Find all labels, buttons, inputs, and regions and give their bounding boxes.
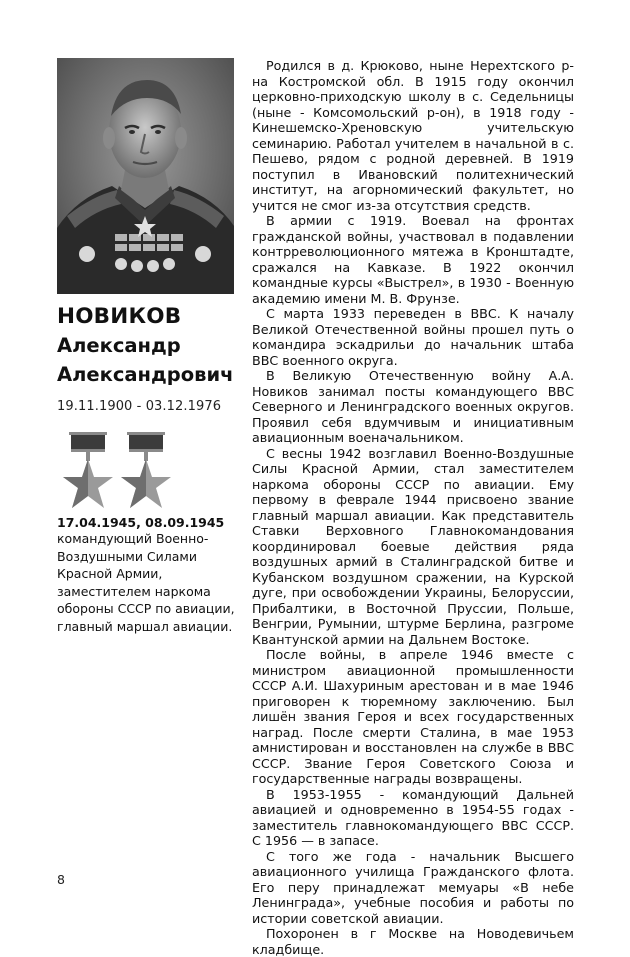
bio-paragraph: После войны, в апреле 1946 вместе с министром авиационной промышленности СССР А.И. Шахуриным арестован и в мае 1946 приговорен к тюремному заключению. Был лишён звания Героя и всех государственных наград. После смерти Сталина, в мае 1953 амнистирован и восстановлен на службе в ВВС СССР. Звание Героя Советского Союза и государственные награды возвращены. xyxy=(252,647,574,786)
medals-row xyxy=(57,432,237,510)
portrait-photo xyxy=(57,58,234,294)
surname: НОВИКОВ xyxy=(57,304,182,329)
patronymic: Александрович xyxy=(57,363,234,386)
person-name xyxy=(57,302,237,389)
bio-paragraph: С марта 1933 переведен в ВВС. К началу Великой Отечественной войны прошел путь о командира эскадрильи до начальник штаба ВВС военного округа. xyxy=(252,306,574,368)
first-name: Александр xyxy=(57,334,181,357)
page-number: 8 xyxy=(57,872,65,887)
biography xyxy=(252,58,574,957)
gold-star-medal-icon xyxy=(121,432,171,510)
award-description: командующий Военно-Воздушными Силами Красной Армии, заместителем наркома обороны СССР по авиации, главный маршал авиации. xyxy=(57,531,235,634)
gold-star-medal-icon xyxy=(63,432,113,510)
bio-paragraph: С весны 1942 возглавил Военно-Воздушные Силы Красной Армии, стал заместителем наркома обороны СССР по авиации. Ему первому в феврале 1944 присвоено звание главный маршал авиации. Как представитель Ставки Верховного Главнокомандования координировал боевые действия ряда воздушных армий в Сталинградской битве и Кубанском воздушном сражении, на Курской дуге, при освобождении Украины, Белоруссии, Прибалтики, в Восточной Пруссии, Польше, Венгрии, Румынии, штурме Берлина, разгроме Квантунской армии на Дальнем Востоке. xyxy=(252,445,574,647)
bio-paragraph: В армии с 1919. Воевал на фронтах гражданской войны, участвовал в подавлении контрреволюционного мятежа в Кронштадте, сражался на Кавказе. В 1922 окончил командные курсы «Выстрел», в 1930 - Военную академию имени М. В. Фрунзе. xyxy=(252,213,574,306)
life-dates: 19.11.1900 - 03.12.1976 xyxy=(57,399,222,414)
bio-paragraph: В Великую Отечественную войну А.А. Новиков занимал посты командующего ВВС Северного и Ленинградского военных округов. Проявил себя вдумчивым и инициативным авиационным военачальником. xyxy=(252,368,574,445)
bio-paragraph: В 1953-1955 - командующий Дальней авиацией и одновременно в 1954-55 годах - заместитель главнокомандующего ВВС СССР. С 1956 — в запасе. xyxy=(252,786,574,848)
bio-paragraph: С того же года - начальник Высшего авиационного училища Гражданского флота. Его перу принадлежат мемуары «В небе Ленинграда», учебные пособия и работы по истории советской авиации. xyxy=(252,848,574,926)
bio-paragraph: Родился в д. Крюково, ныне Нерехтского р-на Костромской обл. В 1915 году окончил церковно-приходскую школу в с. Седельницы (ныне - Комсомольский р-он), в 1918 году - Кинешемско-Хреновскую учительскую семинарию. Работал учителем в начальной в с. Пешево, рядом с родной деревней. В 1919 поступил в Ивановский политехнический институт, на агорномический факультет, но учится не смог из-за отсутствия средств. xyxy=(252,58,574,213)
award-dates: 17.04.1945, 08.09.1945 xyxy=(57,515,225,530)
bio-paragraph: Похоронен в г Москве на Новодевичьем кладбище. xyxy=(252,926,574,957)
left-column xyxy=(57,58,237,635)
